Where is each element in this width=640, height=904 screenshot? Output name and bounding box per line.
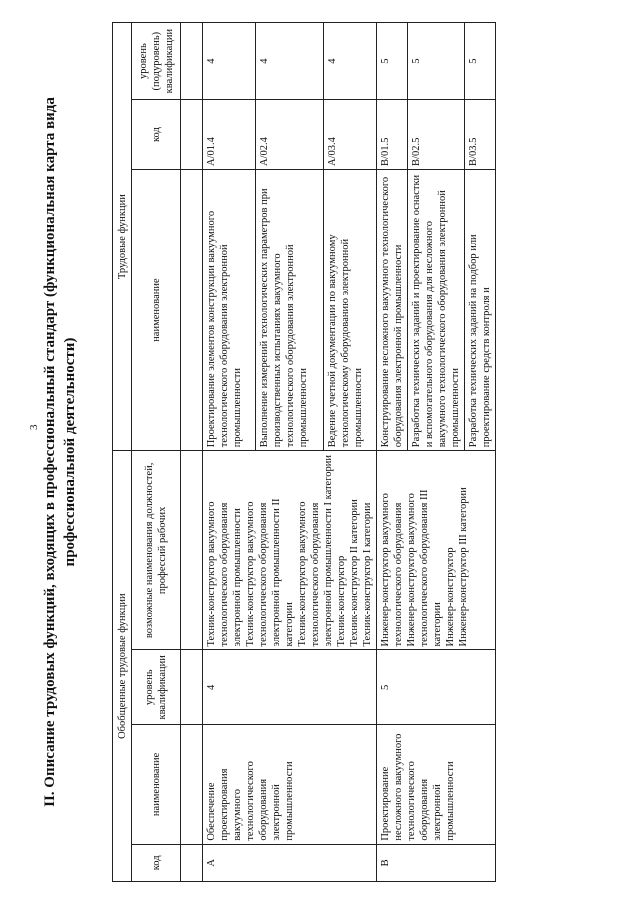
position-item: Техник-конструктор вакуумного технологического оборудования электронной промышленности I категории (297, 455, 334, 647)
group-name: Проектирование несложного вакуумного технологического оборудования электронной промышленности (377, 725, 496, 845)
position-item: Инженер-конструктор вакуумного технологического оборудования III категории (406, 489, 443, 647)
header-level: уровень квалификации (132, 650, 181, 725)
function-code: А/01.4 (203, 100, 256, 170)
position-item: Инженер-конструктор вакуумного технологического оборудования (380, 493, 404, 647)
header-code: код (132, 844, 181, 881)
function-code: В/01.5 (377, 100, 408, 170)
functions-table (112, 22, 496, 882)
header-function-code: код (132, 100, 181, 170)
function-level: 5 (465, 23, 496, 100)
function-name: Конструирование несложного вакуумного технологического оборудования электронной промышленности (377, 169, 408, 450)
function-level: 5 (377, 23, 408, 100)
header-function-name: наименование (132, 169, 181, 450)
group-name: Обеспечение проектирования вакуумного технологического оборудования электронной промышленности (203, 725, 377, 845)
header-functions: Трудовые функции (113, 23, 132, 451)
function-name: Выполнение измерений технологических параметров при производственных испытаниях вакуумного технологического оборудования электронной промышленности (255, 169, 323, 450)
function-name: Разработка технических заданий на подбор или проектирование средств контроля и (465, 169, 496, 450)
function-name: Разработка технических заданий и проектирование оснастки и вспомогательного оборудования для несложного вакуумного технологического оборудования электронной промышленности (408, 169, 465, 450)
function-level: 4 (324, 23, 377, 100)
group-level: 4 (203, 650, 377, 725)
header-generalized: Обобщенные трудовые функции (113, 451, 132, 882)
header-name: наименование (132, 725, 181, 845)
header-row-columns (132, 23, 181, 882)
table-row (377, 23, 408, 882)
function-name: Проектирование элементов конструкции вакуумного технологического оборудования электронной промышленности (203, 169, 256, 450)
position-item: Инженер-конструктор III категории (458, 487, 469, 647)
heading-line-1: II. Описание трудовых функций, входящих в профессиональный стандарт (функциональная карта вида (42, 97, 58, 807)
position-item: Техник-конструктор I категории (362, 502, 373, 647)
position-item: Инженер-конструктор (445, 547, 456, 647)
function-level: 4 (255, 23, 323, 100)
position-item: Техник-конструктор вакуумного технологического оборудования электронной промышленности II категории (245, 498, 295, 647)
header-row-groups (113, 23, 132, 882)
function-level: 4 (203, 23, 256, 100)
table-spacer-row (181, 23, 203, 882)
page-number: 3 (28, 424, 40, 430)
function-code: В/03.5 (465, 100, 496, 170)
function-code: А/03.4 (324, 100, 377, 170)
position-item: Техник-конструктор II категории (349, 499, 360, 647)
group-level: 5 (377, 650, 496, 725)
function-code: В/02.5 (408, 100, 465, 170)
function-name: Ведение учетной документации по вакуумному технологическому оборудованию электронной промышленности (324, 169, 377, 450)
rotated-content (40, 22, 640, 882)
group-code: В (377, 844, 496, 881)
header-function-level: уровень (подуровень) квалификации (132, 23, 181, 100)
position-item: Техник-конструктор вакуумного технологического оборудования электронной промышленности (206, 501, 243, 647)
table-row (203, 23, 256, 882)
group-positions (377, 451, 496, 650)
group-positions (203, 451, 377, 650)
heading-line-2: профессиональной деятельности) (62, 337, 78, 567)
header-positions: возможные наименования должностей, профессий рабочих (132, 451, 181, 650)
section-heading (40, 22, 100, 882)
function-code: А/02.4 (255, 100, 323, 170)
group-code: А (203, 844, 377, 881)
position-item: Техник-конструктор (336, 555, 347, 647)
function-level: 5 (408, 23, 465, 100)
